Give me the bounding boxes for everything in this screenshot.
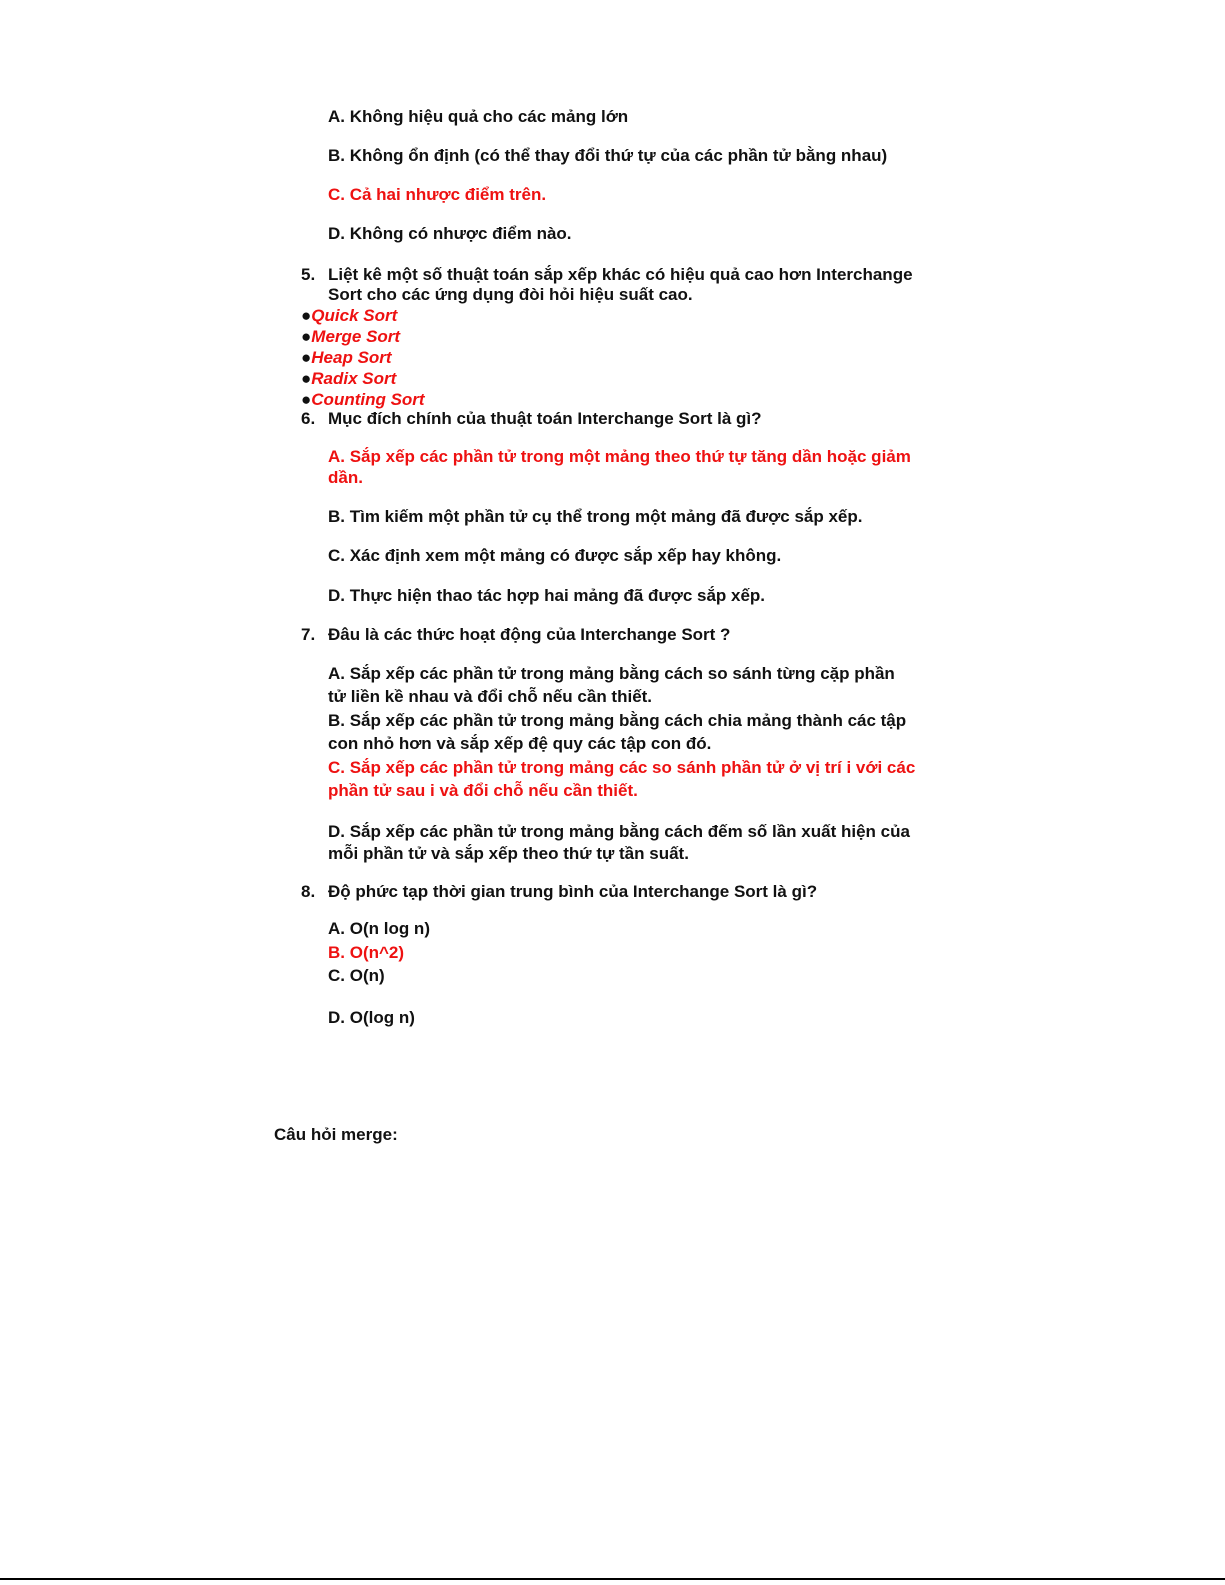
bullet-icon: ●	[301, 369, 312, 388]
q4-option-b: B. Không ổn định (có thể thay đổi thứ tự của các phần tử bằng nhau)	[328, 146, 888, 165]
q8-option-d: D. O(log n)	[328, 1008, 415, 1027]
q6-option-b: B. Tìm kiếm một phần tử cụ thể trong một mảng đã được sắp xếp.	[328, 507, 863, 526]
answer-label: Merge Sort	[311, 327, 401, 346]
q8-number: 8.	[301, 882, 316, 901]
q7-option-b-line1: B. Sắp xếp các phần tử trong mảng bằng cách chia mảng thành các tập	[328, 711, 907, 730]
page-bottom-border	[0, 1578, 1225, 1580]
q7-option-b-line2: con nhỏ hơn và sắp xếp đệ quy các tập con đó.	[328, 734, 712, 753]
q5-answer-radix-sort	[301, 368, 396, 389]
q4-option-d: D. Không có nhược điểm nào.	[328, 224, 572, 243]
q8-option-b-correct: B. O(n^2)	[328, 943, 405, 962]
answer-label: Counting Sort	[311, 390, 425, 409]
q8-option-c: C. O(n)	[328, 966, 385, 985]
q4-option-a: A. Không hiệu quả cho các mảng lớn	[328, 107, 629, 126]
answer-label: Radix Sort	[311, 369, 397, 388]
q5-question-line2: Sort cho các ứng dụng đòi hỏi hiệu suất cao.	[328, 285, 693, 304]
bullet-icon: ●	[301, 348, 312, 367]
q5-answer-quick-sort	[301, 305, 397, 326]
bullet-icon: ●	[301, 306, 312, 325]
q7-number: 7.	[301, 625, 316, 644]
q7-option-c-correct-line1: C. Sắp xếp các phần tử trong mảng các so sánh phần tử ở vị trí i với các	[328, 758, 916, 777]
q6-question: Mục đích chính của thuật toán Interchange Sort là gì?	[328, 409, 762, 428]
q6-option-c: C. Xác định xem một mảng có được sắp xếp hay không.	[328, 546, 782, 565]
q8-question: Độ phức tạp thời gian trung bình của Interchange Sort là gì?	[328, 882, 818, 901]
q7-option-d-line1: D. Sắp xếp các phần tử trong mảng bằng cách đếm số lần xuất hiện của	[328, 822, 910, 841]
section-heading: Câu hỏi merge:	[274, 1125, 398, 1144]
q7-option-a-line2: tử liền kề nhau và đổi chỗ nếu cần thiết.	[328, 687, 653, 706]
q8-option-a: A. O(n log n)	[328, 919, 430, 938]
q7-option-d-line2: mỗi phần tử và sắp xếp theo thứ tự tần suất.	[328, 844, 689, 863]
q5-answer-merge-sort	[301, 326, 400, 347]
q7-option-a-line1: A. Sắp xếp các phần tử trong mảng bằng cách so sánh từng cặp phần	[328, 664, 895, 683]
q5-answer-heap-sort	[301, 347, 392, 368]
q5-number: 5.	[301, 265, 316, 284]
bullet-icon: ●	[301, 327, 312, 346]
q6-option-a-correct-line2: dần.	[328, 468, 363, 487]
q6-number: 6.	[301, 409, 316, 428]
q4-option-c-correct: C. Cả hai nhược điểm trên.	[328, 185, 547, 204]
q7-question: Đâu là các thức hoạt động của Interchange Sort ?	[328, 625, 731, 644]
q5-answer-counting-sort	[301, 389, 425, 410]
bullet-icon: ●	[301, 390, 312, 409]
q5-question-line1: Liệt kê một số thuật toán sắp xếp khác có hiệu quả cao hơn Interchange	[328, 265, 913, 284]
q7-option-c-correct-line2: phần tử sau i và đổi chỗ nếu cần thiết.	[328, 781, 638, 800]
q6-option-a-correct-line1: A. Sắp xếp các phần tử trong một mảng theo thứ tự tăng dần hoặc giảm	[328, 447, 911, 466]
answer-label: Heap Sort	[311, 348, 392, 367]
answer-label: Quick Sort	[311, 306, 398, 325]
q6-option-d: D. Thực hiện thao tác hợp hai mảng đã được sắp xếp.	[328, 586, 766, 605]
